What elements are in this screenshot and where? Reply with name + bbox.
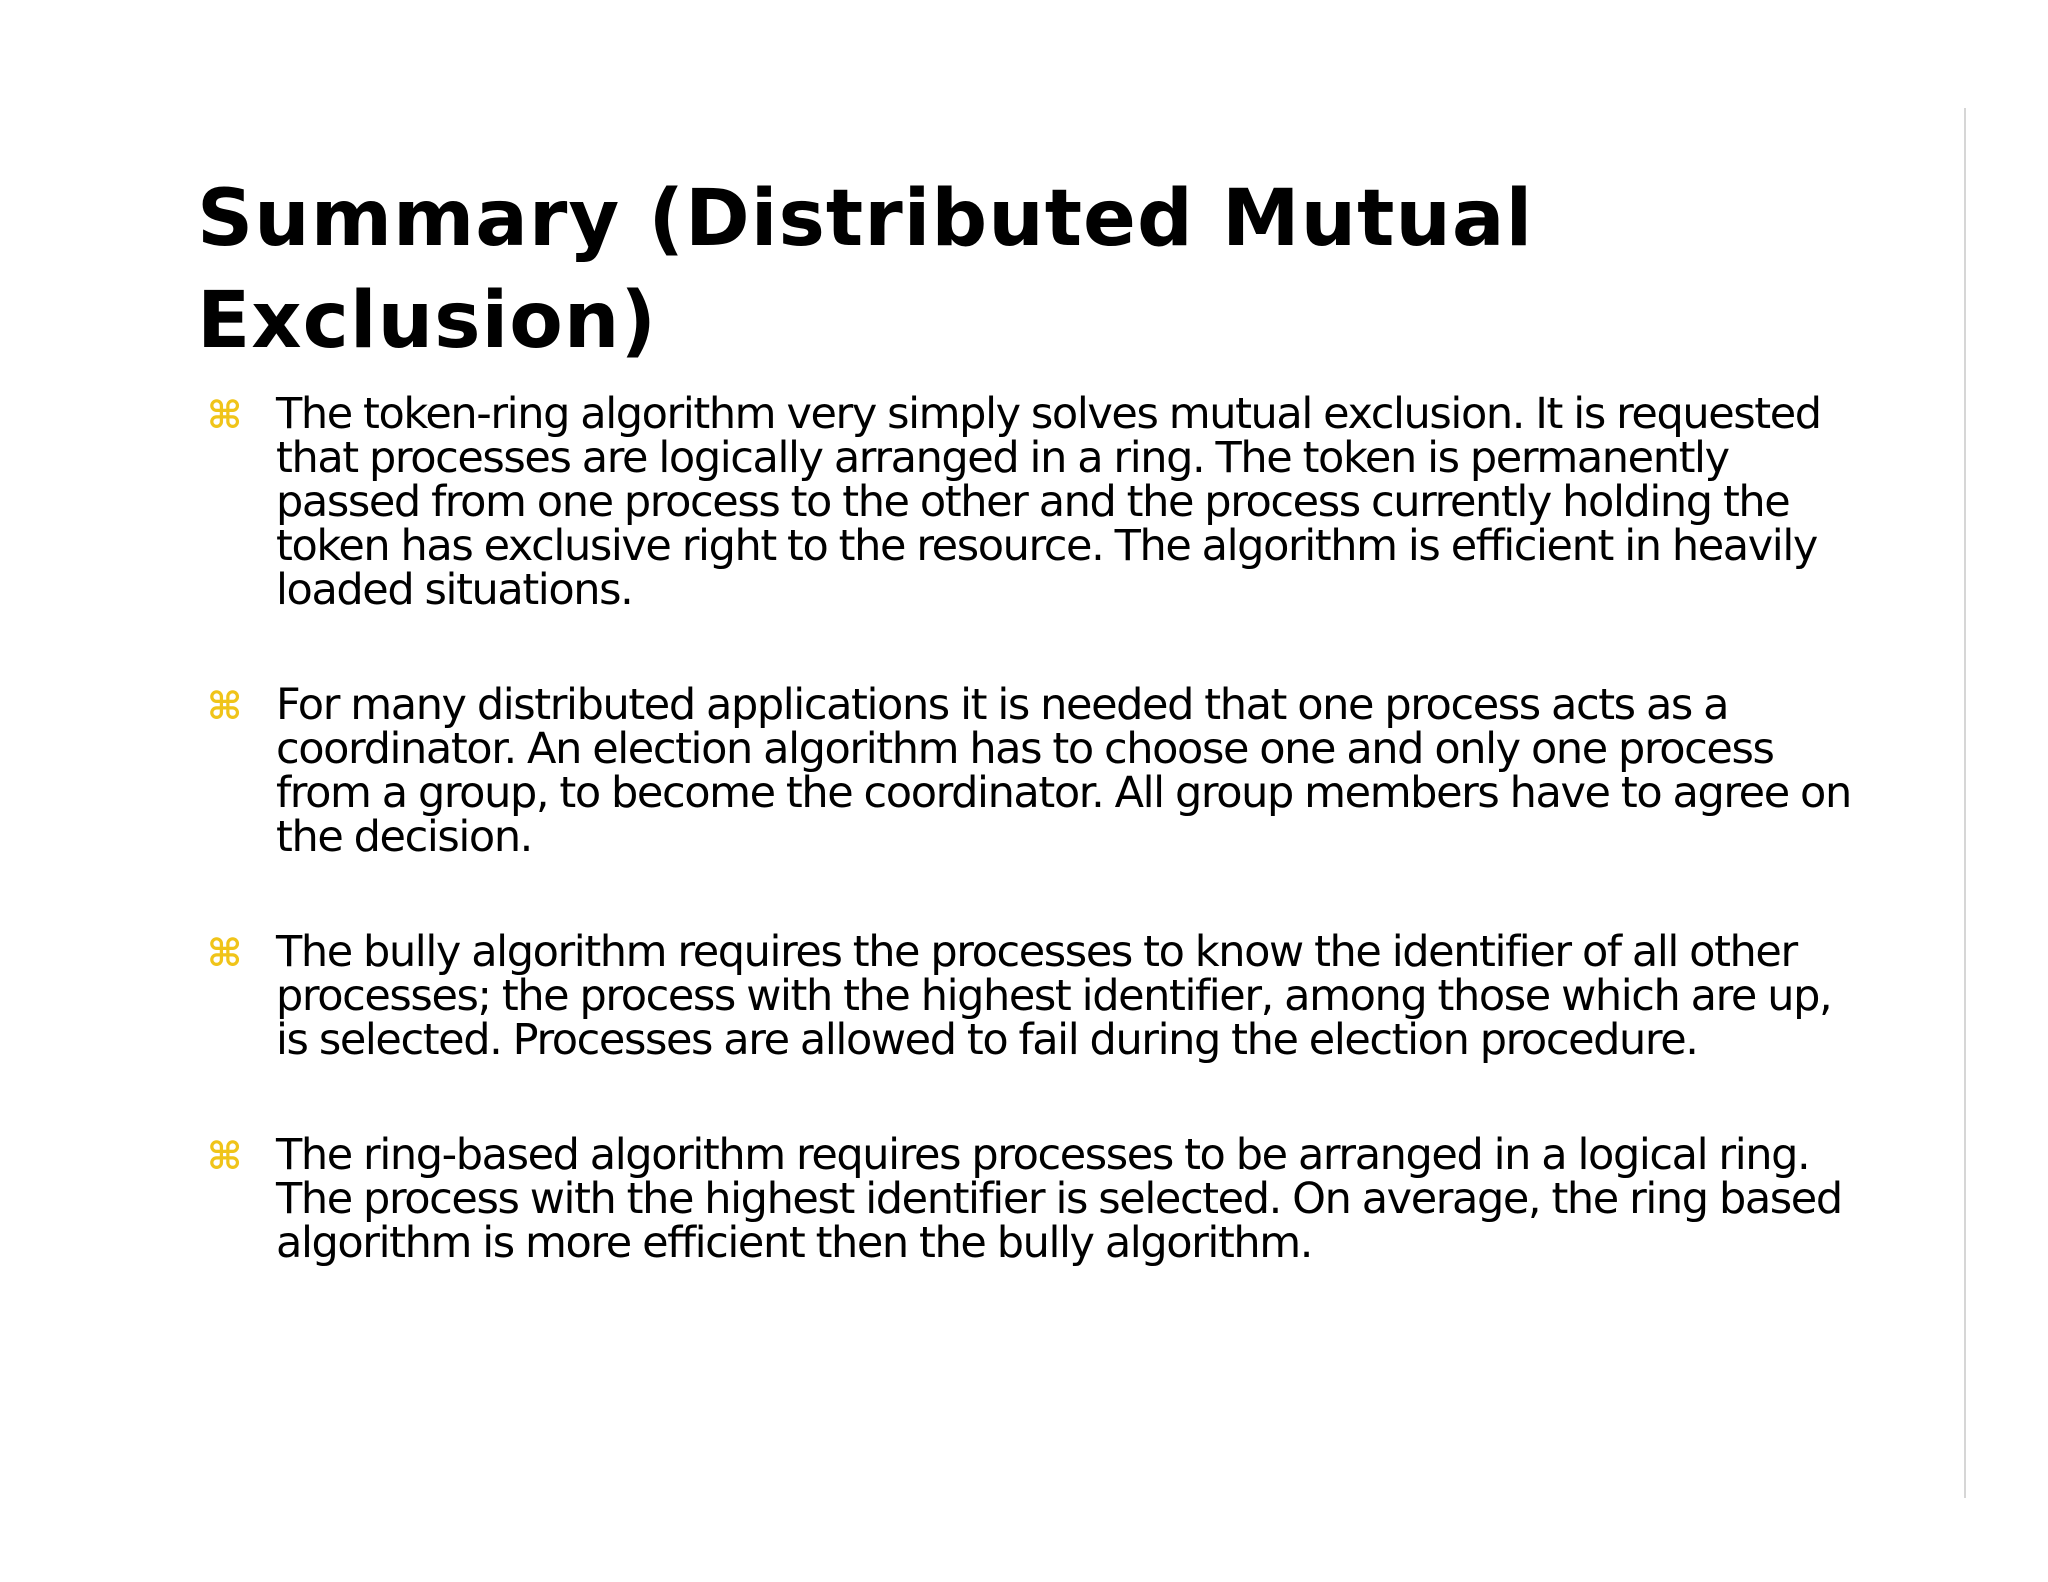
bullet-text: The token-ring algorithm very simply solves mutual exclusion. It is requested that processes are logically arranged in a ring. The token is permanently passed from one process to the other and the process currently holding the token has exclusive right to the resource. The algorithm is efficient in heavily loaded situations.	[276, 389, 1821, 615]
bullet-text: For many distributed applications it is needed that one process acts as a coordinator. An election algorithm has to choose one and only one process from a group, to become the coordinator. All group members have to agree on the decision.	[276, 680, 1851, 862]
bullet-item	[207, 680, 1867, 862]
bullet-text: The bully algorithm requires the processes to know the identifier of all other processes; the process with the highest identifier, among those which are up, is selected. Processes are allowed to fail during the election procedure.	[276, 927, 1832, 1065]
bullet-list	[207, 389, 1867, 1336]
command-key-icon: ⌘	[207, 1134, 241, 1178]
bullet-text: The ring-based algorithm requires processes to be arranged in a logical ring. The process with the highest identifier is selected. On average, the ring based algorithm is more efficient then the bully algorithm.	[276, 1130, 1842, 1268]
bullet-item	[207, 389, 1867, 615]
slide-title: Summary (Distributed Mutual Exclusion)	[197, 174, 1534, 366]
right-divider	[1964, 108, 1966, 1498]
bullet-item	[207, 927, 1867, 1065]
command-key-icon: ⌘	[207, 931, 241, 975]
bullet-item	[207, 1130, 1867, 1268]
command-key-icon: ⌘	[207, 393, 241, 437]
command-key-icon: ⌘	[207, 684, 241, 728]
